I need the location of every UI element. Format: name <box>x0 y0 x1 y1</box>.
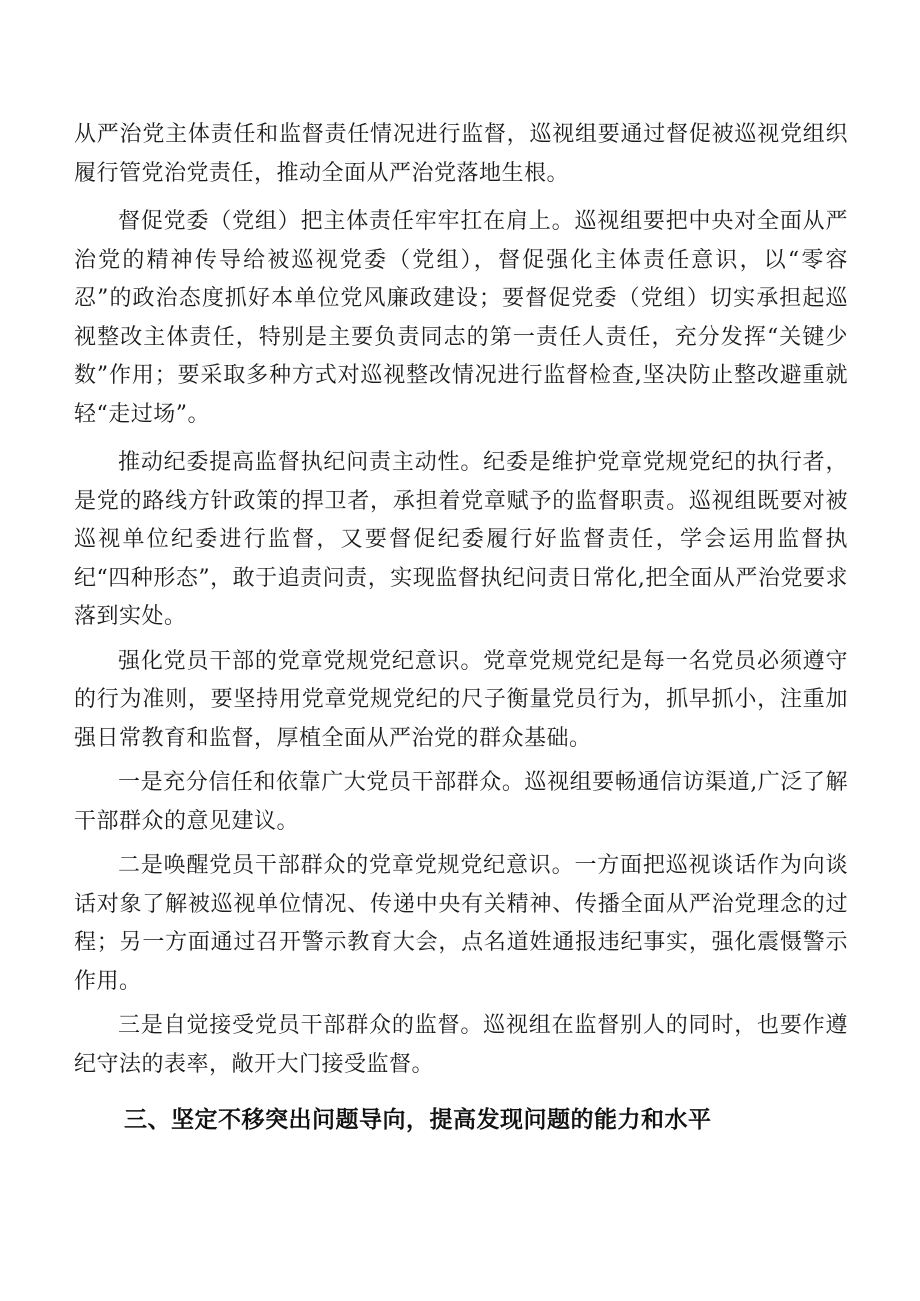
paragraph-continuation: 从严治党主体责任和监督责任情况进行监督，巡视组要通过督促被巡视党组织履行管党治党责任，推动全面从严治党落地生根。 <box>74 122 848 186</box>
section-heading: 三、坚定不移突出问题导向，提高发现问题的能力和水平 <box>124 1107 712 1133</box>
paragraph-point-three: 三是自觉接受党员干部群众的监督。巡视组在监督别人的同时，也要作遵纪守法的表率，敞开大门接受监督。 <box>74 1013 848 1077</box>
paragraph-party-members: 强化党员干部的党章党规党纪意识。党章党规党纪是每一名党员必须遵守的行为准则，要坚持用党章党规党纪的尺子衡量党员行为，抓早抓小，注重加强日常教育和监督，厚植全面从严治党的群众基础。 <box>74 648 848 751</box>
paragraph-point-two: 二是唤醒党员干部群众的党章党规党纪意识。一方面把巡视谈话作为向谈话对象了解被巡视单位情况、传递中央有关精神、传播全面从严治党理念的过程；另一方面通过召开警示教育大会，点名道姓通报违纪事实，强化震慑警示作用。 <box>74 853 848 994</box>
document-body <box>74 116 848 1140</box>
paragraph-discipline-committee: 推动纪委提高监督执纪问责主动性。纪委是维护党章党规党纪的执行者，是党的路线方针政策的捍卫者，承担着党章赋予的监督职责。巡视组既要对被巡视单位纪委进行监督，又要督促纪委履行好监督责任，学会运用监督执纪“四种形态”，敢于追责问责，实现监督执纪问责日常化,把全面从严治党要求落到实处。 <box>74 450 848 629</box>
paragraph-point-one: 一是充分信任和依靠广大党员干部群众。巡视组要畅通信访渠道,广泛了解干部群众的意见建议。 <box>74 770 848 834</box>
paragraph-party-committee: 督促党委（党组）把主体责任牢牢扛在肩上。巡视组要把中央对全面从严治党的精神传导给被巡视党委（党组），督促强化主体责任意识，以“零容忍”的政治态度抓好本单位党风廉政建设；要督促党委（党组）切实承担起巡视整改主体责任，特别是主要负责同志的第一责任人责任，充分发挥“关键少数”作用；要采取多种方式对巡视整改情况进行监督检查,坚决防止整改避重就轻“走过场”。 <box>74 209 848 427</box>
